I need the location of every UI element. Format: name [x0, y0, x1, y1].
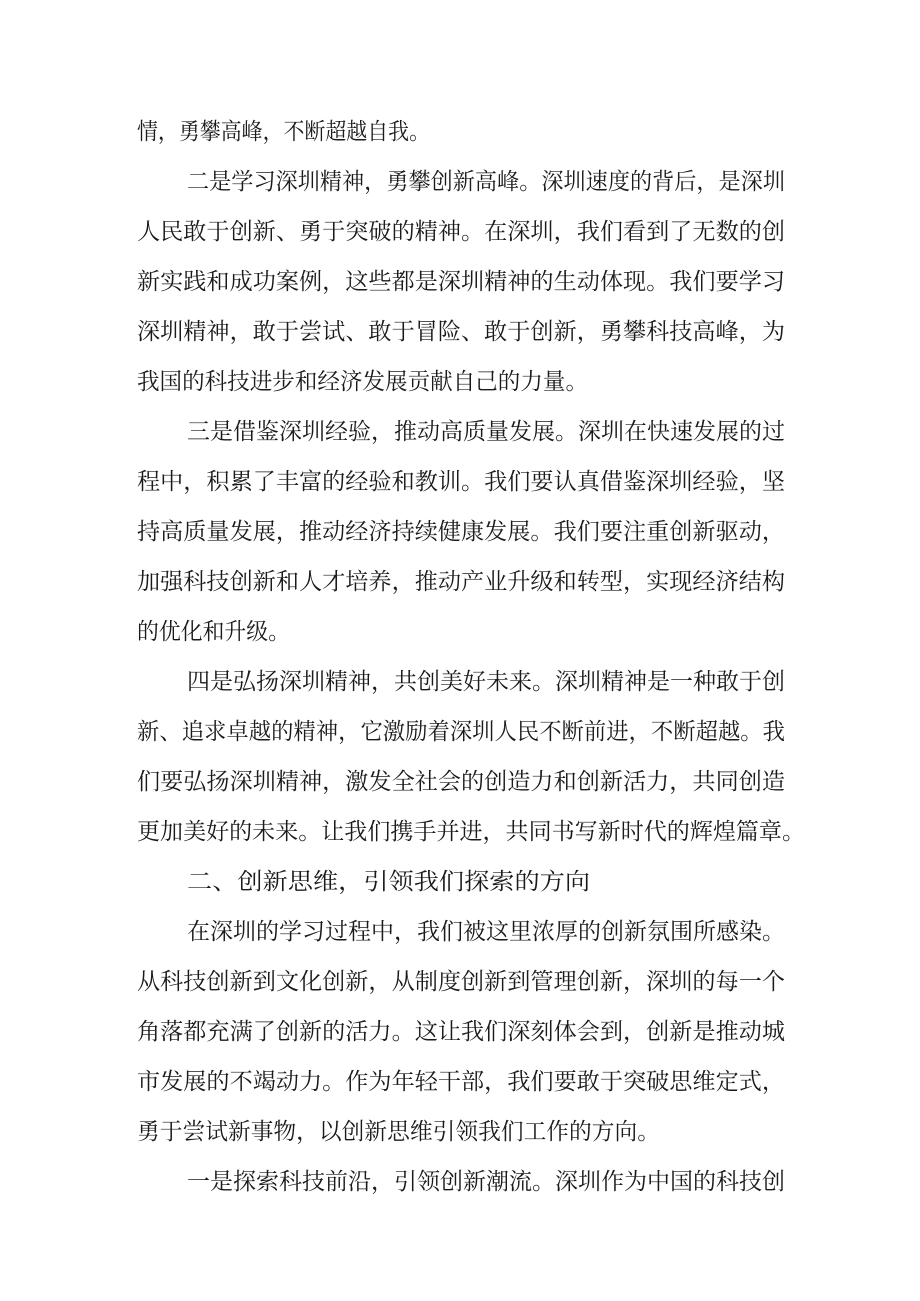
- line-text: 四是弘扬深圳精神，共创美好未来。深圳精神是一种敢于创: [187, 669, 785, 695]
- heading-text: 二、创新思维，引领我们探索的方向: [187, 869, 590, 895]
- line-text: 勇于尝试新事物，以创新思维引领我们工作的方向。: [137, 1119, 660, 1145]
- text-line: [0, 1059, 920, 1105]
- text-line: [0, 809, 920, 855]
- line-text: 深圳精神，敢于尝试、敢于冒险、敢于创新，勇攀科技高峰，为: [137, 319, 785, 345]
- line-text: 更加美好的未来。让我们携手并进，共同书写新时代的辉煌篇章。: [137, 819, 805, 845]
- line-text: 从科技创新到文化创新，从制度创新到管理创新，深圳的每一个: [137, 969, 785, 995]
- text-line: [0, 1009, 920, 1055]
- line-text: 二是学习深圳精神，勇攀创新高峰。深圳速度的背后，是深圳: [187, 169, 785, 195]
- line-text: 的优化和升级。: [137, 619, 290, 645]
- text-line: [0, 959, 920, 1005]
- line-text: 程中，积累了丰富的经验和教训。我们要认真借鉴深圳经验，坚: [137, 469, 785, 495]
- line-text: 我国的科技进步和经济发展贡献自己的力量。: [137, 369, 588, 395]
- text-line: [0, 609, 920, 655]
- text-line: [0, 759, 920, 805]
- line-text: 加强科技创新和人才培养，推动产业升级和转型，实现经济结构: [137, 569, 785, 595]
- text-line: [0, 1109, 920, 1155]
- text-line: [0, 709, 920, 755]
- text-line: [0, 259, 920, 305]
- line-text: 持高质量发展，推动经济持续健康发展。我们要注重创新驱动，: [137, 519, 785, 545]
- line-text: 新实践和成功案例，这些都是深圳精神的生动体现。我们要学习: [137, 269, 785, 295]
- text-line: [0, 209, 920, 255]
- line-text: 角落都充满了创新的活力。这让我们深刻体会到，创新是推动城: [137, 1019, 785, 1045]
- text-line: [0, 659, 920, 705]
- line-text: 情，勇攀高峰，不断超越自我。: [137, 119, 430, 145]
- line-text: 们要弘扬深圳精神，激发全社会的创造力和创新活力，共同创造: [137, 769, 785, 795]
- text-line: [0, 409, 920, 455]
- text-line: [0, 559, 920, 605]
- line-text: 三是借鉴深圳经验，推动高质量发展。深圳在快速发展的过: [187, 419, 785, 445]
- text-line: [0, 509, 920, 555]
- line-text: 市发展的不竭动力。作为年轻干部，我们要敢于突破思维定式，: [137, 1069, 785, 1095]
- line-text: 一是探索科技前沿，引领创新潮流。深圳作为中国的科技创: [187, 1169, 785, 1195]
- text-line: [0, 459, 920, 505]
- text-line: [0, 1159, 920, 1205]
- text-line: [0, 109, 920, 155]
- text-line: [0, 309, 920, 355]
- section-heading: [0, 859, 920, 905]
- text-line: [0, 359, 920, 405]
- text-line: [0, 159, 920, 205]
- line-text: 在深圳的学习过程中，我们被这里浓厚的创新氛围所感染。: [187, 919, 785, 945]
- text-line: [0, 909, 920, 955]
- line-text: 新、追求卓越的精神，它激励着深圳人民不断前进，不断超越。我: [137, 719, 785, 745]
- line-text: 人民敢于创新、勇于突破的精神。在深圳，我们看到了无数的创: [137, 219, 785, 245]
